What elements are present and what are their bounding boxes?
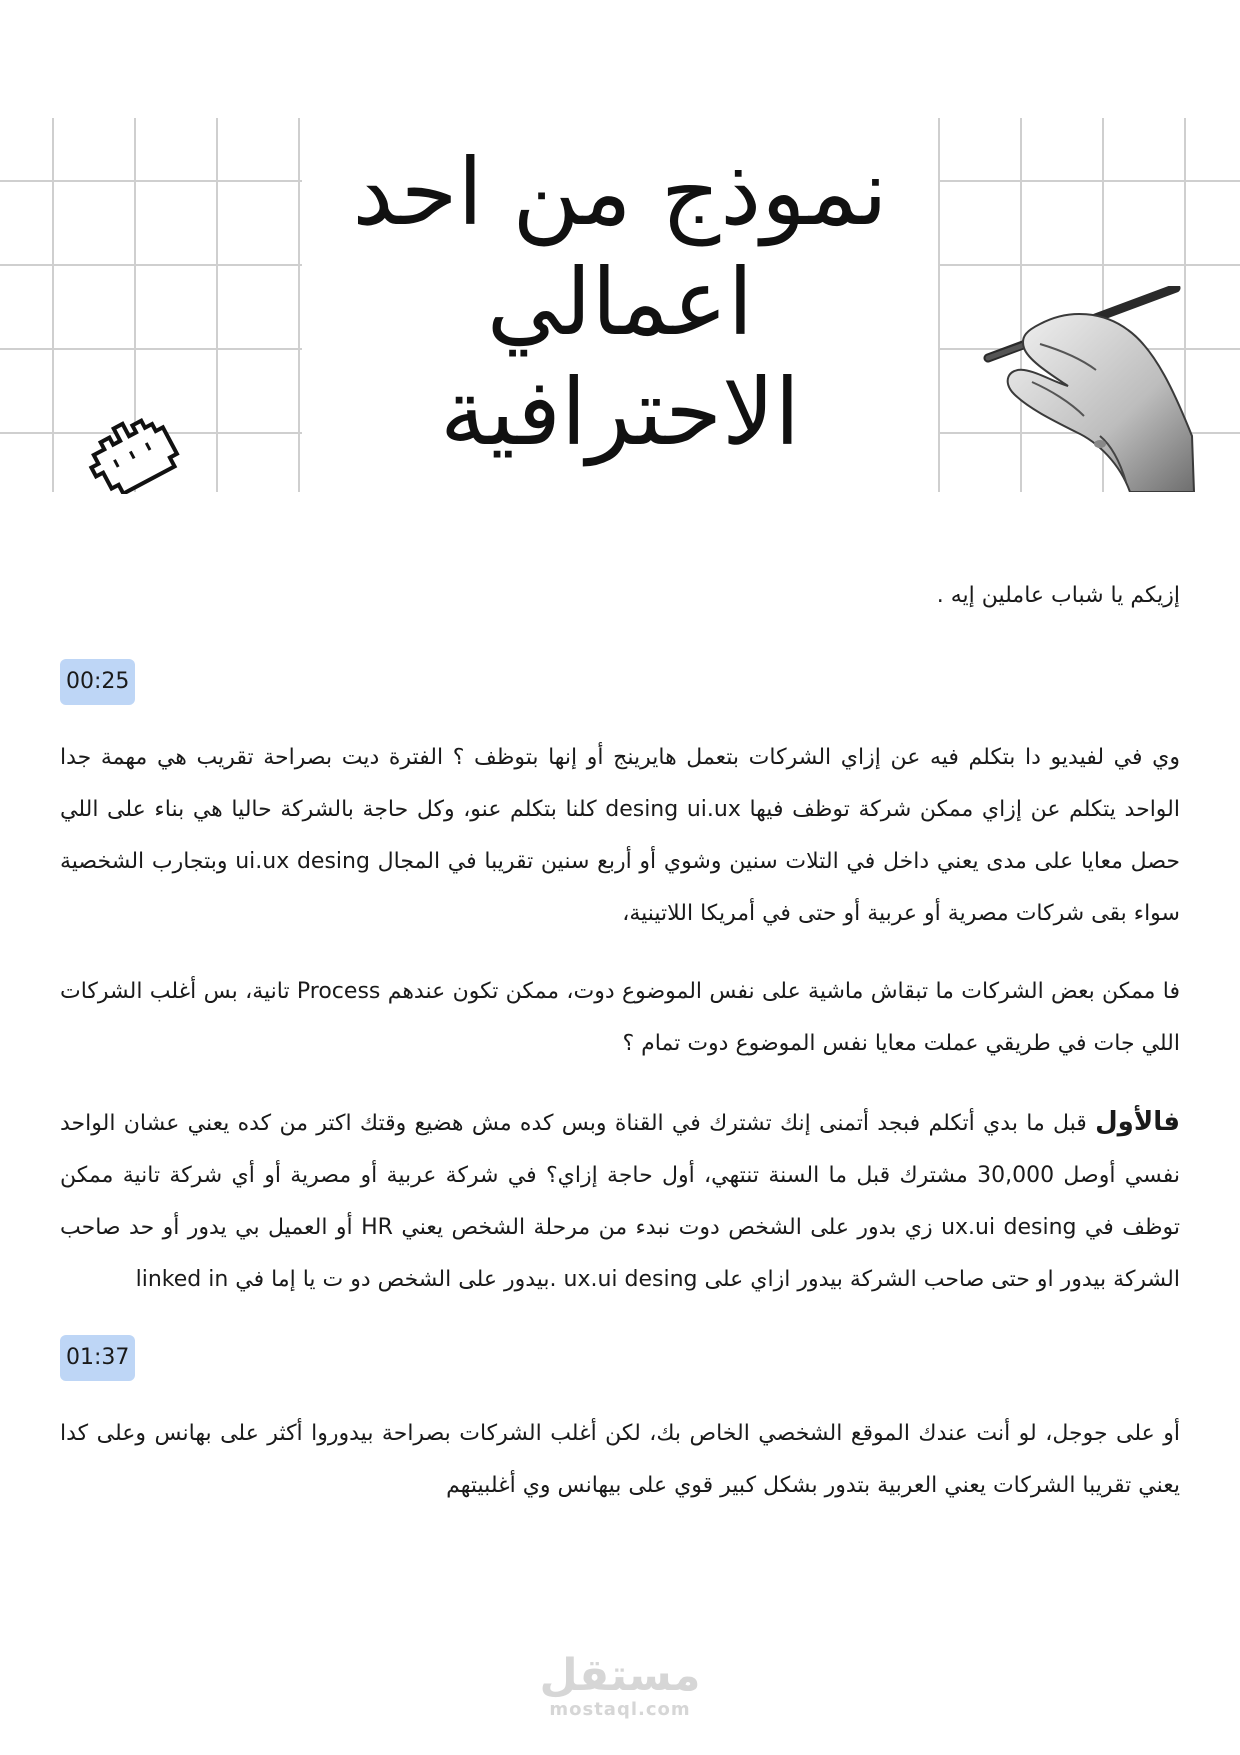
- title-line-3: الاحترافية: [439, 359, 801, 466]
- greeting-text: إزيكم يا شباب عاملين إيه .: [936, 583, 1180, 608]
- timestamp-row-1: [60, 656, 1180, 708]
- paragraph-3: [60, 1096, 1180, 1306]
- paragraph-3-text: قبل ما بدي أتكلم فبجد أتمنى إنك تشترك في القناة وبس كده مش هضيع وقتك اكتر من كده يعني عشان الواحد نفسي أوصل 30,000 مشترك قبل ما السنة تنتهي، أول حاجة إزاي؟ في شركة عربية أو مصرية أو أي شركة تانية ممكن توظف في ux.ui desing زي بدور على الشخص دوت نبدء من مرحلة الشخص يعني HR أو العميل بي يدور أو حد صاحب الشركة بيدور او حتى صاحب الشركة بيدور ازاي على ux.ui desing .بيدور على الشخص دو ت يا إما في linked in: [60, 1111, 1180, 1292]
- paragraph-3-lead: فالأول: [1095, 1107, 1180, 1137]
- transcript-body: [60, 570, 1180, 1538]
- watermark-latin: mostaql.com: [549, 1699, 691, 1720]
- pixel-hand-cursor-icon: [82, 404, 192, 494]
- hand-holding-pen-image: [980, 286, 1200, 492]
- watermark-arabic: مستقل: [539, 1650, 701, 1701]
- paragraph-1: وي في لفيديو دا بتكلم فيه عن إزاي الشركات بتعمل هايرينج أو إنها بتوظف ؟ الفترة ديت بصراحة تقريب هي مهمة جدا الواحد يتكلم عن إزاي ممكن شركة توظف فيها desing ui.ux كلنا بتكلم عنو، وكل حاجة بالشركة حاليا هي بناء على اللي حصل معايا على مدى يعني داخل في التلات سنين وشوي أو أربع سنين تقريبا في المجال ui.ux desing وبتجارب الشخصية سواء بقى شركات مصرية أو عربية أو حتى في أمريكا اللاتينية،: [60, 745, 1180, 926]
- timestamp-badge-2[interactable]: 01:37: [60, 1335, 135, 1381]
- paragraph-4: أو على جوجل، لو أنت عندك الموقع الشخصي الخاص بك، لكن أغلب الشركات بصراحة بيدوروا أكثر على بهانس وعلى كدا يعني تقريبا الشركات يعني العربية بتدور بشكل كبير قوي على بيهانس وي أغلبيتهم: [60, 1421, 1180, 1498]
- title-line-2: اعمالي: [486, 249, 754, 356]
- title-line-1: نموذج من احد: [352, 139, 888, 246]
- timestamp-badge-1[interactable]: 00:25: [60, 659, 135, 705]
- timestamp-row-2: [60, 1332, 1180, 1384]
- paragraph-2: فا ممكن بعض الشركات ما تبقاش ماشية على نفس الموضوع دوت، ممكن تكون عندهم Process تانية، بس أغلب الشركات اللي جات في طريقي عملت معايا نفس الموضوع دوت تمام ؟: [60, 979, 1180, 1056]
- watermark-logo: [520, 1652, 720, 1720]
- page-title: [320, 138, 920, 468]
